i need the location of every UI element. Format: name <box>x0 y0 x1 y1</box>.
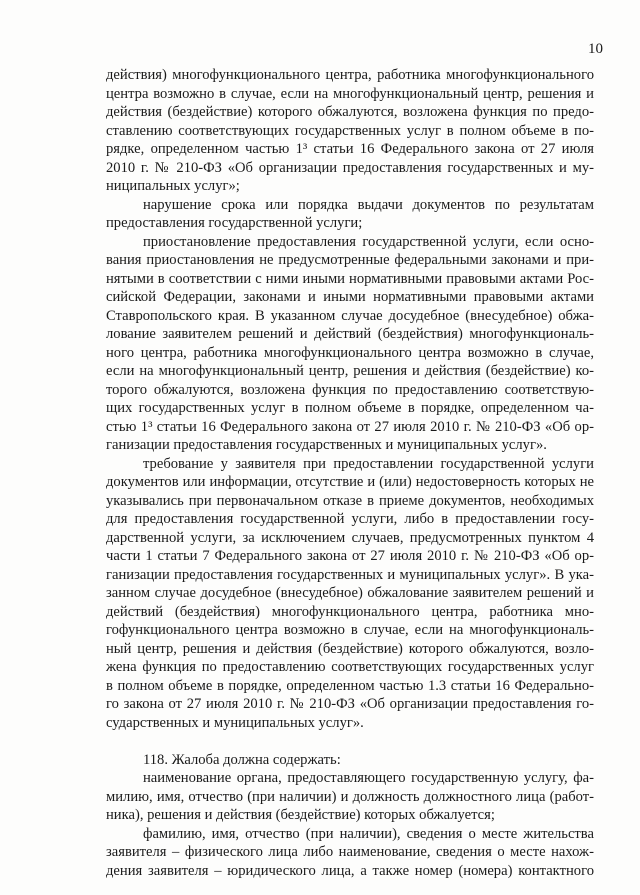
text-line: документов или информации, отсутствие и (или) недостоверность которых не <box>106 474 594 490</box>
text-line: заявителя – физического лица либо наименование, сведения о месте нахож- <box>106 844 594 860</box>
text-line: действия (бездействие) которого обжалуются, возложена функция по предо- <box>106 104 594 120</box>
text-line: 118. Жалоба должна содержать: <box>143 751 341 768</box>
text-line: приостановление предоставления государственной услуги, если осно- <box>143 233 594 250</box>
text-line: нарушение срока или порядка выдачи документов по результатам <box>143 196 594 213</box>
text-line: сударственных и муниципальных услуг». <box>106 714 364 731</box>
text-line: торого обжалуются, возложена функция по предоставлению соответствую- <box>106 381 594 398</box>
text-line: ного центра, работника многофункционального центра возможно в случае, <box>106 344 594 361</box>
text-line: щих государственных услуг в полном объеме в порядке, определенном ча- <box>106 400 594 416</box>
text-line: вания приостановления не предусмотренные федеральными законами и при- <box>106 252 594 268</box>
text-line: занном случае досудебное (внесудебное) обжалование заявителем решений и <box>106 585 594 601</box>
text-line: требование у заявителя при предоставлении государственной услуги <box>143 455 594 472</box>
text-line: ниципальных услуг»; <box>106 178 240 194</box>
text-line: дения заявителя – юридического лица, а также номер (номера) контактного <box>106 862 594 879</box>
text-line: жена функция по предоставлению соответствующих государственных услуг <box>106 659 594 675</box>
text-line: фамилию, имя, отчество (при наличии), сведения о месте жительства <box>143 825 594 842</box>
text-line: действий (бездействия) многофункционального центра, работника мно- <box>106 603 594 620</box>
text-line: центра возможно в случае, если на многофункциональный центр, решения и <box>106 85 594 102</box>
text-line: го закона от 27 июля 2010 г. № 210-ФЗ «Об организации предоставления го- <box>106 696 594 712</box>
text-line: ставлению соответствующих государственных услуг в полном объеме в по- <box>106 122 594 139</box>
text-line: ганизации предоставления государственных и муниципальных услуг». В ука- <box>106 566 594 583</box>
text-line: действия) многофункционального центра, работника многофункционального <box>106 67 594 83</box>
text-line: рядке, определенном частью 1³ статьи 16 Федерального закона от 27 июля <box>106 141 594 157</box>
text-line: наименование органа, предоставляющего государственную услугу, фа- <box>143 770 594 786</box>
page-number: 10 <box>588 41 603 57</box>
text-line: Ставропольского края. В указанном случае досудебное (внесудебное) обжа- <box>106 307 594 324</box>
text-line: 2010 г. № 210-ФЗ «Об организации предоставления государственных и му- <box>106 159 594 176</box>
text-line: указывались при первоначальном отказе в приеме документов, необходимых <box>106 492 594 509</box>
text-line: предоставления государственной услуги; <box>106 215 363 231</box>
text-line: гофункционального центра возможно в случае, если на многофункциональ- <box>106 622 594 638</box>
document-body <box>106 66 594 880</box>
text-line: сийской Федерации, законами и иными нормативными правовыми актами <box>106 289 594 305</box>
text-line: ника), решения и действия (бездействие) которых обжалуется; <box>106 807 495 823</box>
text-line: ганизации предоставления государственных и муниципальных услуг». <box>106 437 547 453</box>
text-line: для предоставления государственной услуги, либо в предоставлении госу- <box>106 511 594 527</box>
text-line: если на многофункциональный центр, решения и действия (бездействие) ко- <box>106 363 594 379</box>
paragraph-gap <box>106 732 594 751</box>
text-line: части 1 статьи 7 Федерального закона от 27 июля 2010 г. № 210-ФЗ «Об ор- <box>106 548 594 564</box>
text-line: милию, имя, отчество (при наличии) и должность должностного лица (работ- <box>106 788 594 805</box>
text-line: нятыми в соответствии с ними иными нормативными правовыми актами Рос- <box>106 270 594 287</box>
text-line: дарственной услуги, за исключением случаев, предусмотренных пунктом 4 <box>106 529 594 546</box>
text-line: ный центр, решения и действия (бездействие) которого обжалуются, возло- <box>106 640 594 657</box>
text-line: стью 1³ статьи 16 Федерального закона от 27 июля 2010 г. № 210-ФЗ «Об ор- <box>106 418 594 435</box>
text-line: в полном объеме в порядке, определенном частью 1.3 статьи 16 Федерально- <box>106 677 594 694</box>
text-line: лование заявителем решений и действий (бездействия) многофункциональ- <box>106 326 594 342</box>
